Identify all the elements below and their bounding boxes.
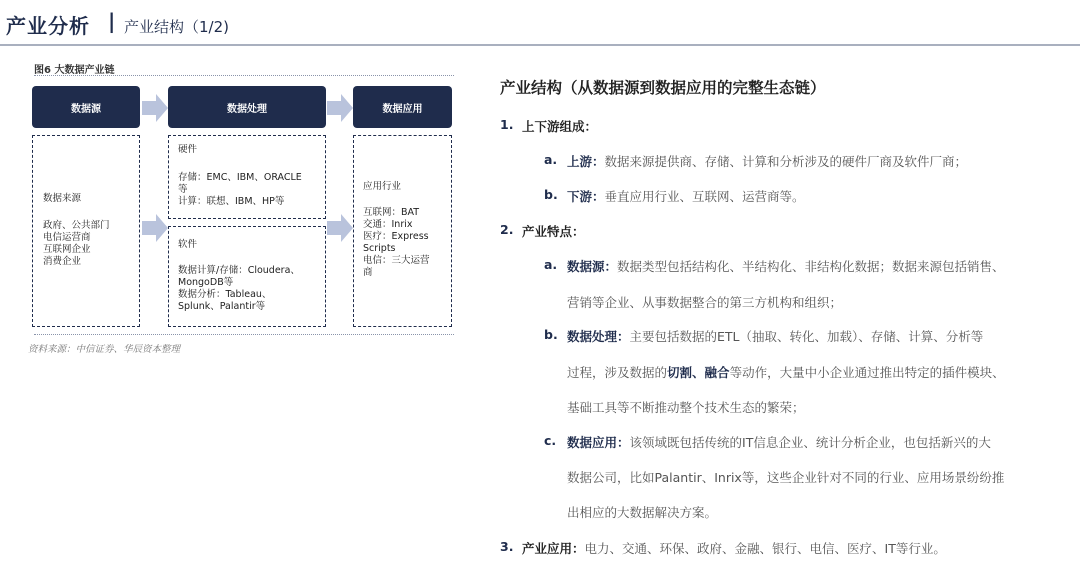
data-source-head: 数据源 xyxy=(32,86,140,128)
data-source-label: 数据来源 xyxy=(43,193,82,204)
section-title: 产业特点： xyxy=(522,224,585,239)
data-source-item: 电信运营商 xyxy=(43,232,91,243)
application-line: 电信：三大运营 xyxy=(363,255,430,266)
application-label: 应用行业 xyxy=(363,181,402,192)
item-letter: c. xyxy=(544,433,557,448)
arrow-right-icon xyxy=(327,94,353,122)
figure-top-rule xyxy=(34,75,454,76)
item-text: 过程，涉及数据的切割、融合等动作，大量中小企业通过推出特定的插件模块、 xyxy=(567,365,1005,380)
section-number: 1. xyxy=(500,117,514,132)
item-text: 基础工具等不断推动整个技术生态的繁荣； xyxy=(567,400,805,415)
arrow-right-icon xyxy=(327,214,353,242)
application-line: 互联网：BAT xyxy=(363,207,420,218)
data-processing-head: 数据处理 xyxy=(168,86,326,128)
item-text: 营销等企业、从事数据整合的第三方机构和组织； xyxy=(567,295,843,310)
item-letter: b. xyxy=(544,187,558,202)
header-subtitle: 产业结构（1/2) xyxy=(124,18,229,36)
item-text: 数据应用：该领域既包括传统的IT信息企业、统计分析企业，也包括新兴的大 xyxy=(567,435,991,450)
section-title: 上下游组成： xyxy=(522,119,598,134)
data-application-head: 数据应用 xyxy=(353,86,452,128)
data-source-item: 互联网企业 xyxy=(43,244,91,255)
item-text: 数据处理：主要包括数据的ETL（抽取、转化、加载）、存储、计算、分析等 xyxy=(567,329,984,344)
data-source-box xyxy=(32,135,140,327)
page-header xyxy=(0,0,1080,46)
figure-source: 资料来源：中信证券、华辰资本整理 xyxy=(28,344,181,355)
header-title: 产业分析 xyxy=(6,14,90,38)
item-text: 下游：垂直应用行业、互联网、运营商等。 xyxy=(567,189,805,204)
software-line: 数据计算/存储：Cloudera、 xyxy=(178,265,300,276)
application-line: 医疗：Express xyxy=(363,231,429,242)
data-source-item: 消费企业 xyxy=(43,256,82,267)
hardware-line: 计算：联想、IBM、HP等 xyxy=(178,196,285,207)
content-title: 产业结构（从数据源到数据应用的完整生态链） xyxy=(500,79,826,97)
hardware-line: 存储：EMC、IBM、ORACLE xyxy=(178,172,302,183)
software-line: Splunk、Palantir等 xyxy=(178,301,266,312)
header-separator: | xyxy=(108,9,116,33)
application-line: Scripts xyxy=(363,243,396,254)
software-box xyxy=(168,226,326,327)
hardware-box xyxy=(168,135,326,219)
arrow-right-icon xyxy=(142,94,168,122)
software-line: MongoDB等 xyxy=(178,277,234,288)
section-number: 3. xyxy=(500,539,514,554)
hardware-label: 硬件 xyxy=(178,144,198,155)
software-line: 数据分析：Tableau、 xyxy=(178,289,272,300)
item-text: 数据源：数据类型包括结构化、半结构化、非结构化数据；数据来源包括销售、 xyxy=(567,259,1005,274)
section-text: 产业应用：电力、交通、环保、政府、金融、银行、电信、医疗、IT等行业。 xyxy=(522,541,946,556)
item-text: 出相应的大数据解决方案。 xyxy=(567,505,718,520)
item-text: 数据公司，比如Palantir、Inrix等，这些企业针对不同的行业、应用场景纷纷推 xyxy=(567,470,1005,485)
section-number: 2. xyxy=(500,222,514,237)
application-line: 商 xyxy=(363,267,373,278)
data-application-box xyxy=(353,135,452,327)
software-label: 软件 xyxy=(178,239,198,250)
figure-caption: 图6 大数据产业链 xyxy=(34,65,115,76)
application-line: 交通：Inrix xyxy=(363,219,413,230)
item-text: 上游：数据来源提供商、存储、计算和分析涉及的硬件厂商及软件厂商； xyxy=(567,154,968,169)
arrow-right-icon xyxy=(142,214,168,242)
item-letter: a. xyxy=(544,152,558,167)
data-source-item: 政府、公共部门 xyxy=(43,220,110,231)
figure-bottom-rule xyxy=(34,334,454,335)
item-letter: b. xyxy=(544,327,558,342)
hardware-line: 等 xyxy=(178,184,188,195)
item-letter: a. xyxy=(544,257,558,272)
